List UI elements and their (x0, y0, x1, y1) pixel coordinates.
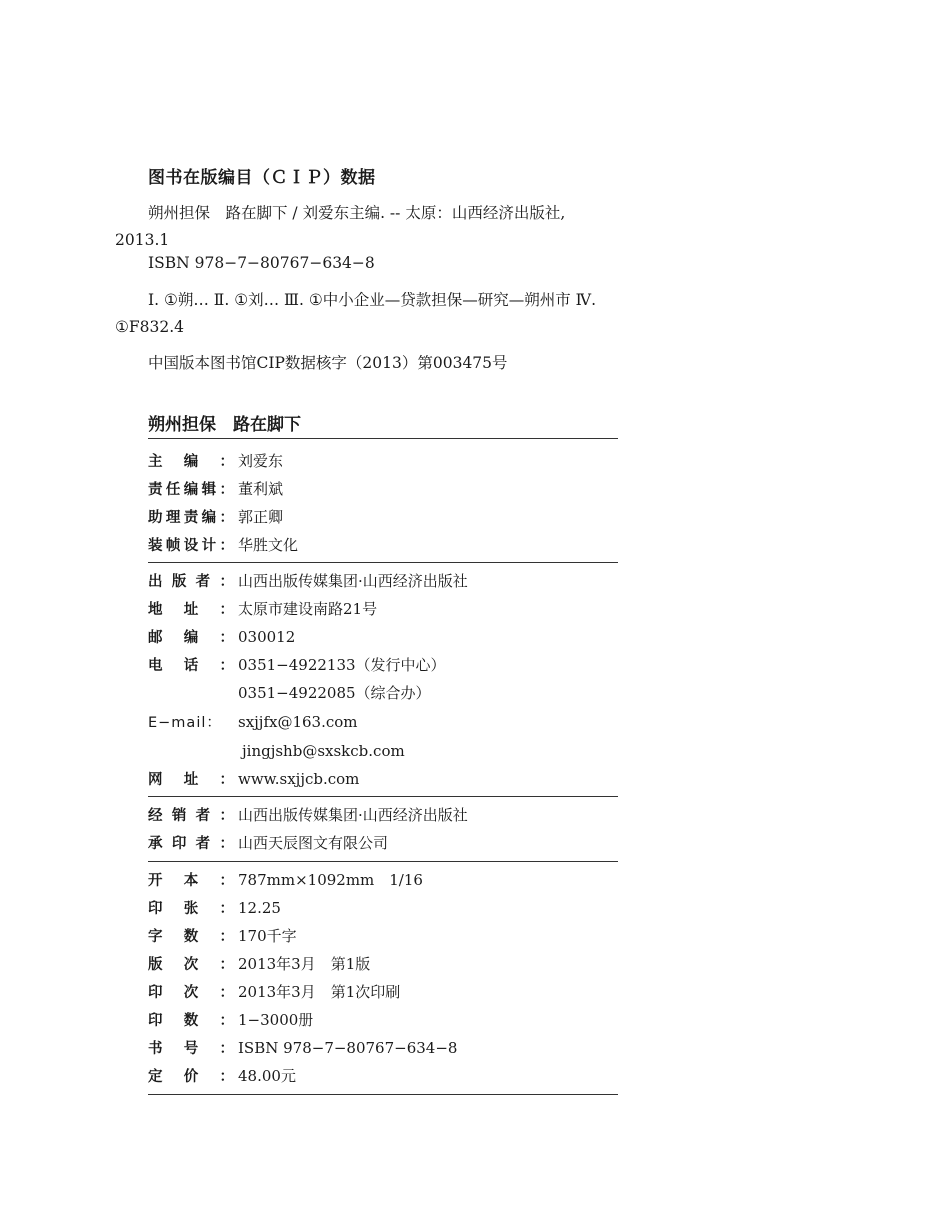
publisher-phone: 0351−4922133（发行中心） (238, 656, 446, 674)
email-row (148, 708, 358, 736)
divider (148, 562, 618, 563)
field-value: 山西出版传媒集团·山西经济出版社 (238, 806, 468, 824)
spec-row (148, 950, 370, 978)
field-label: 版次： (148, 957, 234, 973)
field-label: 开本： (148, 873, 234, 889)
field-label: 电话： (148, 658, 234, 674)
publisher-row (148, 567, 468, 595)
spec-row (148, 866, 423, 894)
printer-row (148, 829, 388, 857)
field-label: 出版者： (148, 574, 234, 590)
field-label: 经销者： (148, 808, 234, 824)
book-title: 朔州担保 路在脚下 (148, 415, 301, 435)
publisher-name: 山西出版传媒集团·山西经济出版社 (238, 572, 468, 590)
field-value: ISBN 978−7−80767−634−8 (238, 1039, 458, 1057)
cip-record-number: 中国版本图书馆CIP数据核字（2013）第003475号 (148, 354, 508, 372)
editor-row (148, 475, 283, 503)
field-value: 山西天辰图文有限公司 (238, 834, 389, 852)
cip-title-line: 朔州担保 路在脚下 / 刘爱东主编. -- 太原：山西经济出版社, 2013.1 (115, 204, 566, 249)
field-value: 刘爱东 (238, 452, 284, 470)
field-value: 2013年3月 第1版 (238, 955, 371, 973)
spec-row (148, 894, 281, 922)
divider (148, 1094, 618, 1095)
publisher-website: www.sxjjcb.com (238, 770, 360, 788)
field-label: 网址： (148, 772, 234, 788)
spec-row (148, 1034, 457, 1062)
divider (148, 861, 618, 862)
editor-row (148, 531, 298, 559)
field-label: 地址： (148, 602, 234, 618)
phone-row (148, 651, 446, 679)
field-value: 787mm×1092mm 1/16 (238, 871, 423, 889)
editor-row (148, 447, 283, 475)
field-label: 印张： (148, 901, 234, 917)
field-value: 12.25 (238, 899, 281, 917)
website-row (148, 765, 359, 793)
cip-heading: 图书在版编目（ＣＩＰ）数据 (148, 168, 376, 188)
publisher-email: sxjjfx@163.com (238, 713, 358, 731)
field-label: 印次： (148, 985, 234, 1001)
field-value: 170千字 (238, 927, 297, 945)
field-label: 邮编： (148, 630, 234, 646)
cip-classification-line: Ⅰ. ①朔… Ⅱ. ①刘… Ⅲ. ①中小企业—贷款担保—研究—朔州市 Ⅳ. ①F832.4 (115, 291, 597, 336)
phone-row-continued (238, 679, 431, 707)
publisher-email: jingjshb@sxskcb.com (242, 742, 405, 760)
spec-row (148, 978, 400, 1006)
field-value: 华胜文化 (238, 536, 299, 554)
cip-isbn-line: ISBN 978−7−80767−634−8 (148, 254, 375, 272)
field-value: 董利斌 (238, 480, 284, 498)
field-label: 助理责编： (148, 510, 234, 526)
field-label: 承印者： (148, 836, 234, 852)
postcode-row (148, 623, 295, 651)
spec-row (148, 1006, 313, 1034)
field-label: 主编： (148, 454, 234, 470)
divider (148, 796, 618, 797)
publisher-address: 太原市建设南路21号 (238, 600, 378, 618)
field-value: 1−3000册 (238, 1011, 314, 1029)
distributor-row (148, 801, 468, 829)
field-label: 装帧设计： (148, 538, 234, 554)
field-value: 2013年3月 第1次印刷 (238, 983, 401, 1001)
field-label: 字数： (148, 929, 234, 945)
editor-row (148, 503, 283, 531)
address-row (148, 595, 377, 623)
field-label: E−mail： (148, 715, 222, 731)
publisher-phone: 0351−4922085（综合办） (238, 684, 431, 702)
spec-row (148, 922, 297, 950)
field-label: 定价： (148, 1069, 234, 1085)
field-label: 印数： (148, 1013, 234, 1029)
email-row-continued (238, 737, 405, 765)
divider (148, 438, 618, 439)
field-label: 书号： (148, 1041, 234, 1057)
field-label: 责任编辑： (148, 482, 234, 498)
field-value: 郭正卿 (238, 508, 284, 526)
field-value: 48.00元 (238, 1067, 296, 1085)
spec-row (148, 1062, 296, 1090)
publisher-postcode: 030012 (238, 628, 296, 646)
